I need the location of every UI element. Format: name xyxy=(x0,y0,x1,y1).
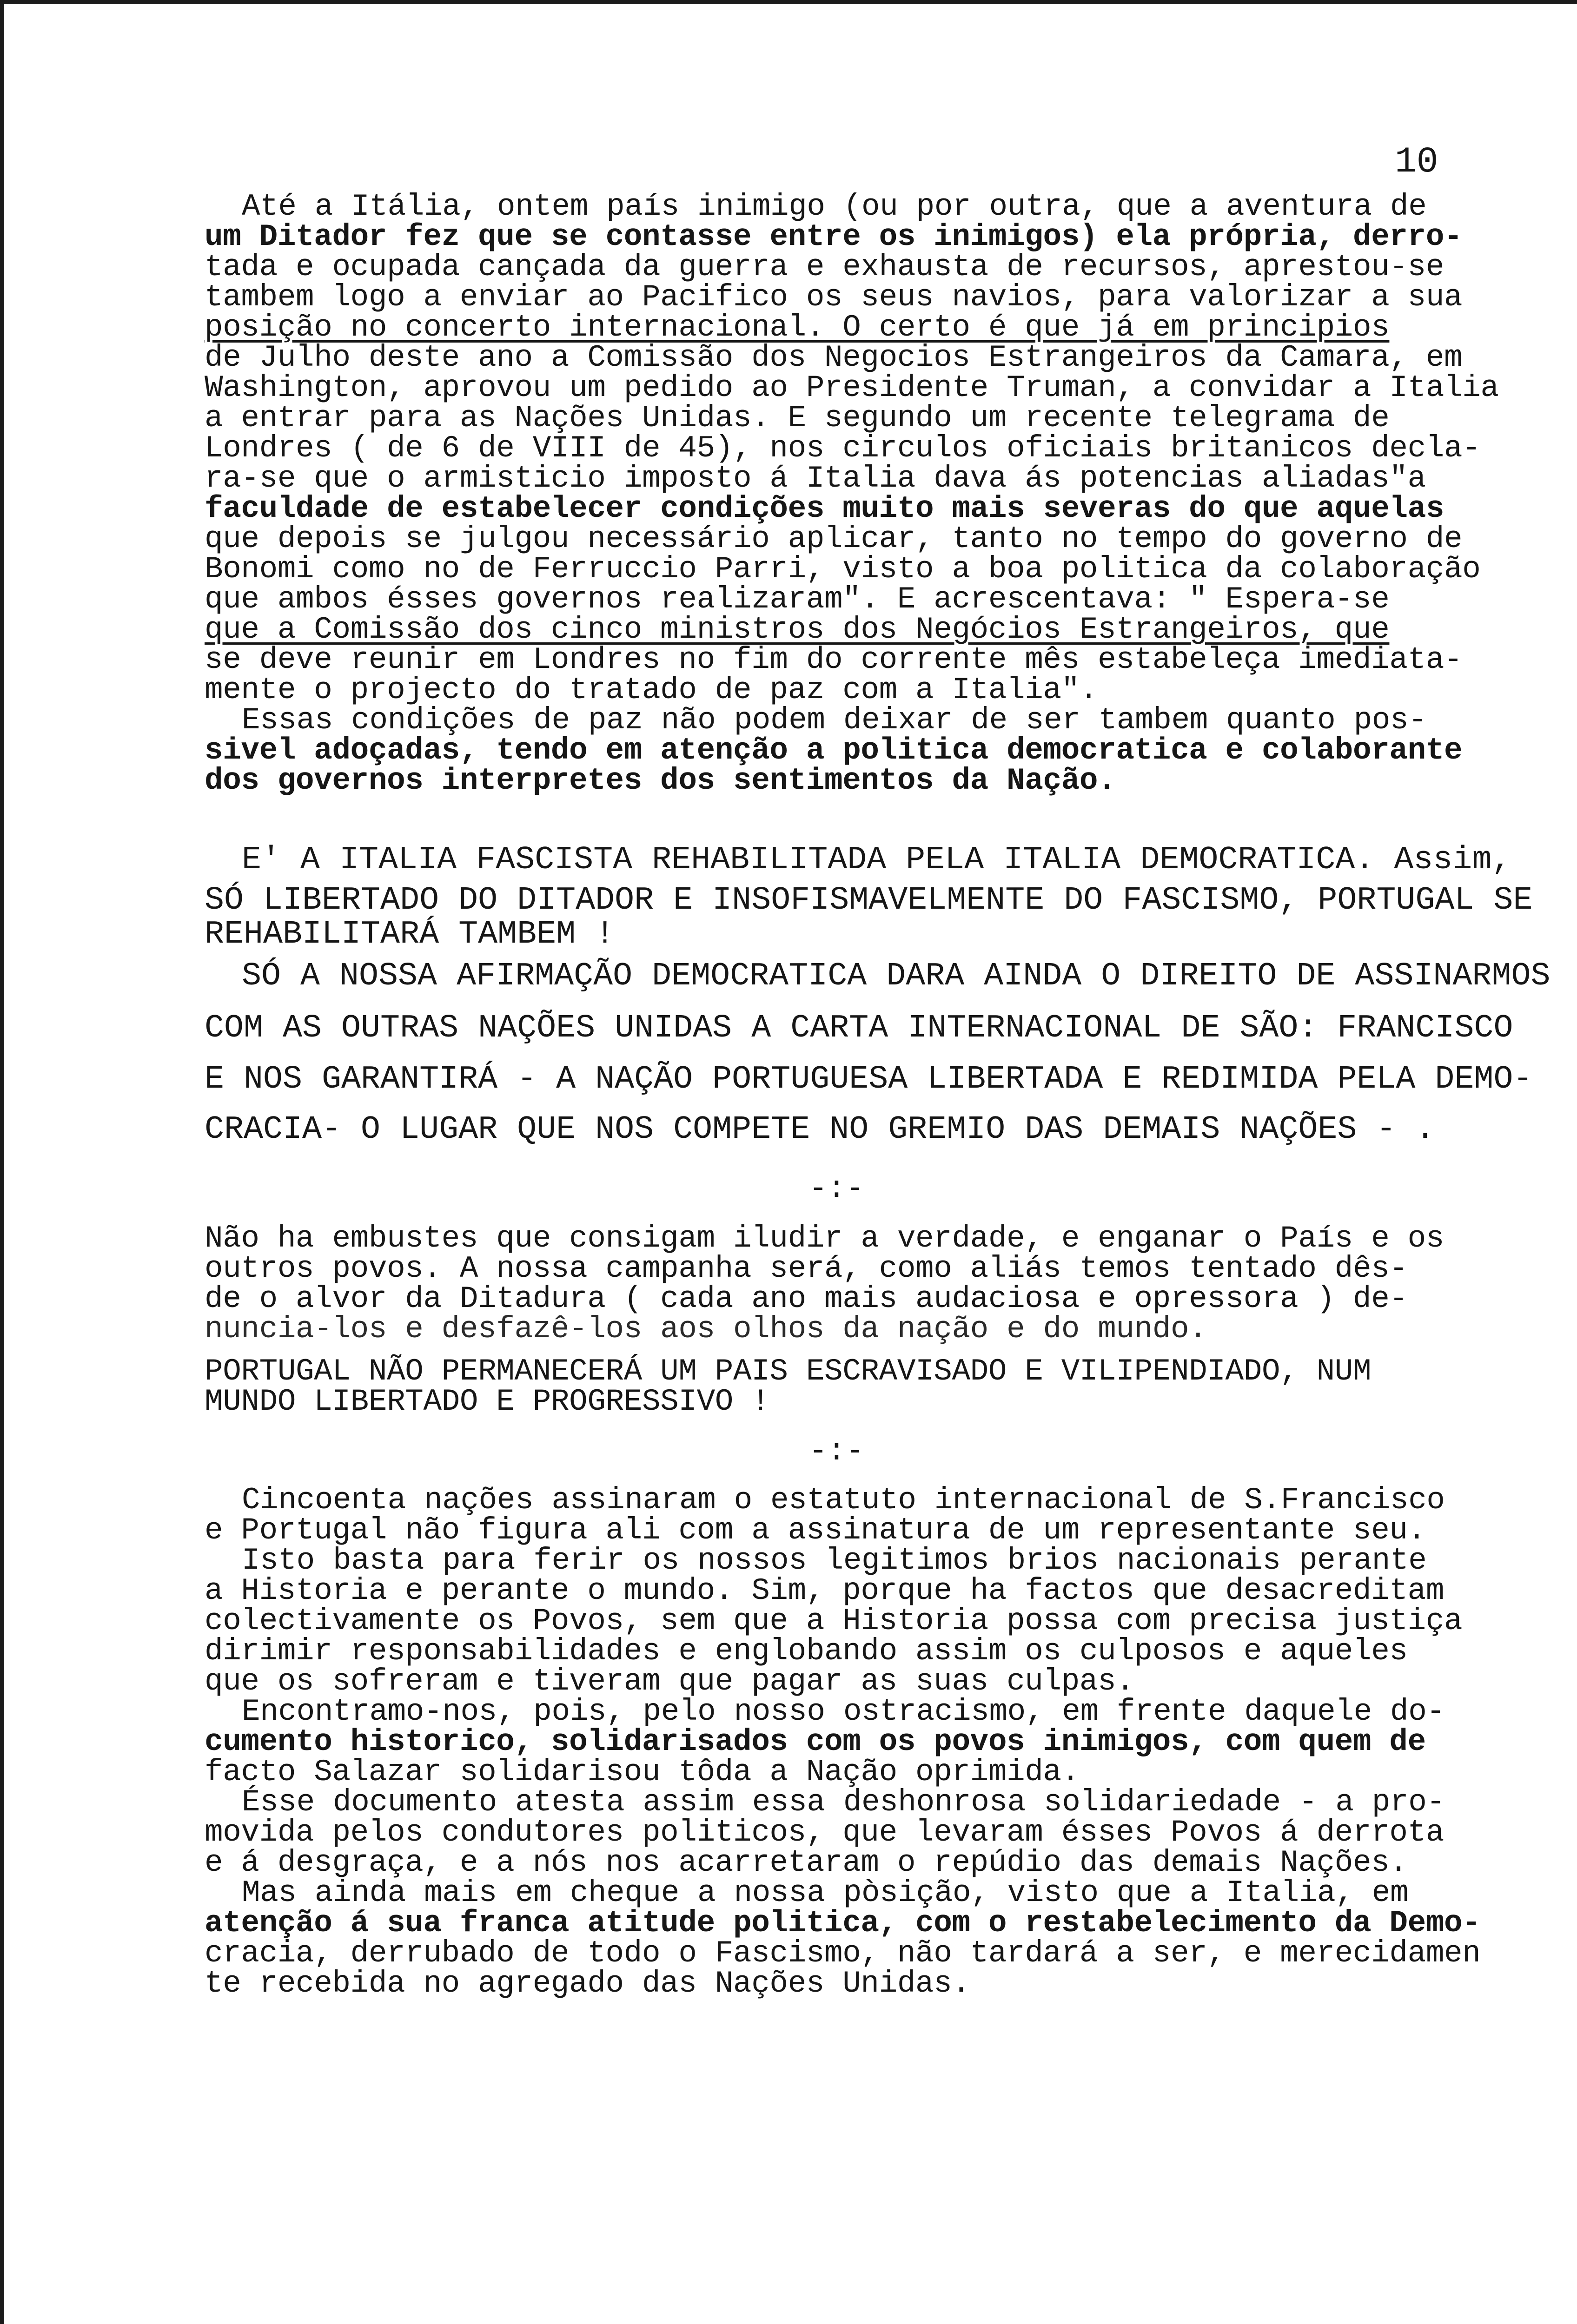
text-line: que ambos ésses governos realizaram". E acrescentava: " Espera-se xyxy=(205,582,1390,617)
text-line-underlined: posição no concerto internacional. O certo é que já em principios xyxy=(205,310,1390,345)
text-line: faculdade de estabelecer condições muito mais severas do que aquelas xyxy=(205,491,1444,526)
text-line: nuncia-los e desfazê-los aos olhos da nação e do mundo. xyxy=(205,1312,1207,1347)
text-line: Mas ainda mais em cheque a nossa pòsição, visto que a Italia, em xyxy=(242,1875,1409,1910)
section-separator: -:- xyxy=(809,1434,864,1469)
text-line: ra-se que o armisticio imposto á Italia dava ás potencias aliadas"a xyxy=(205,461,1426,496)
text-line: que depois se julgou necessário aplicar, tanto no tempo do governo de xyxy=(205,522,1463,556)
text-line: SÓ A NOSSA AFIRMAÇÃO DEMOCRATICA DARA AINDA O DIREITO DE ASSINARMOS xyxy=(242,958,1550,995)
text-line: dos governos interpretes dos sentimentos da Nação. xyxy=(205,763,1116,798)
text-line: de Julho deste ano a Comissão dos Negocios Estrangeiros da Camara, em xyxy=(205,340,1463,375)
section-separator: -:- xyxy=(809,1171,864,1206)
text-line: tambem logo a enviar ao Pacifico os seus navios, para valorizar a sua xyxy=(205,280,1463,315)
page-number: 10 xyxy=(1395,142,1438,183)
text-line: um Ditador fez que se contasse entre os inimigos) ela própria, derro- xyxy=(205,219,1463,254)
text-line: te recebida no agregado das Nações Unidas. xyxy=(205,1966,970,2001)
text-line: mente o projecto do tratado de paz com a Italia". xyxy=(205,673,1098,707)
text-line: Isto basta para ferir os nossos legitimos brios nacionais perante xyxy=(242,1543,1427,1578)
text-line: cumento historico, solidarisados com os povos inimigos, com quem de xyxy=(205,1724,1426,1759)
scan-border-left xyxy=(0,0,4,2324)
text-line: se deve reunir em Londres no fim do corrente mês estabeleça imediata- xyxy=(205,642,1463,677)
text-line: PORTUGAL NÃO PERMANECERÁ UM PAIS ESCRAVISADO E VILIPENDIADO, NUM xyxy=(205,1354,1372,1389)
text-line: COM AS OUTRAS NAÇÕES UNIDAS A CARTA INTERNACIONAL DE SÃO: FRANCISCO xyxy=(205,1010,1513,1047)
text-line: e Portugal não figura ali com a assinatura de um representante seu. xyxy=(205,1513,1426,1548)
text-line: E' A ITALIA FASCISTA REHABILITADA PELA ITALIA DEMOCRATICA. Assim, xyxy=(242,842,1511,878)
text-line: atenção á sua franca atitude politica, com o restabelecimento da Demo- xyxy=(205,1906,1481,1941)
text-line: sivel adoçadas, tendo em atenção a politica democratica e colaborante xyxy=(205,733,1463,768)
text-line: CRACIA- O LUGAR QUE NOS COMPETE NO GREMIO DAS DEMAIS NAÇÕES - . xyxy=(205,1111,1435,1148)
text-line: Não ha embustes que consigam iludir a verdade, e enganar o País e os xyxy=(205,1221,1444,1256)
text-line: Cincoenta nações assinaram o estatuto internacional de S.Francisco xyxy=(242,1483,1445,1518)
text-line: a entrar para as Nações Unidas. E segundo um recente telegrama de xyxy=(205,401,1390,436)
text-line: REHABILITARÁ TAMBEM ! xyxy=(205,916,615,953)
text-line: SÓ LIBERTADO DO DITADOR E INSOFISMAVELMENTE DO FASCISMO, PORTUGAL SE xyxy=(205,882,1533,919)
text-line: outros povos. A nossa campanha será, como aliás temos tentado dês- xyxy=(205,1251,1408,1286)
text-line: e á desgraça, e a nós nos acarretaram o repúdio das demais Nações. xyxy=(205,1845,1408,1880)
text-line: colectivamente os Povos, sem que a Historia possa com precisa justiça xyxy=(205,1604,1463,1638)
text-line: Até a Itália, ontem país inimigo (ou por outra, que a aventura de xyxy=(242,189,1427,224)
text-line: E NOS GARANTIRÁ - A NAÇÃO PORTUGUESA LIBERTADA E REDIMIDA PELA DEMO- xyxy=(205,1061,1533,1098)
text-line: facto Salazar solidarisou tôda a Nação oprimida. xyxy=(205,1755,1080,1789)
text-line: a Historia e perante o mundo. Sim, porque ha factos que desacreditam xyxy=(205,1573,1444,1608)
text-line: Encontramo-nos, pois, pelo nosso ostracismo, em frente daquele do- xyxy=(242,1694,1445,1729)
scan-border-top xyxy=(0,0,1577,4)
text-line: movida pelos condutores politicos, que levaram ésses Povos á derrota xyxy=(205,1815,1444,1850)
text-line: Ésse documento atesta assim essa deshonrosa solidariedade - a pro- xyxy=(242,1785,1445,1820)
text-line: Essas condições de paz não podem deixar de ser tambem quanto pos- xyxy=(242,703,1427,738)
text-line: Londres ( de 6 de VIII de 45), nos circulos oficiais britanicos decla- xyxy=(205,431,1481,466)
text-line: tada e ocupada cançada da guerra e exhausta de recursos, aprestou-se xyxy=(205,250,1444,284)
text-line: Bonomi como no de Ferruccio Parri, visto a boa politica da colaboração xyxy=(205,552,1481,587)
text-line-underlined: que a Comissão dos cinco ministros dos Negócios Estrangeiros, que xyxy=(205,612,1390,647)
text-line: Washington, aprovou um pedido ao Presidente Truman, a convidar a Italia xyxy=(205,370,1499,405)
text-line: dirimir responsabilidades e englobando assim os culposos e aqueles xyxy=(205,1634,1408,1669)
text-line: MUNDO LIBERTADO E PROGRESSIVO ! xyxy=(205,1384,770,1419)
text-line: cracia, derrubado de todo o Fascismo, não tardará a ser, e merecidamen xyxy=(205,1936,1481,1971)
text-line: de o alvor da Ditadura ( cada ano mais audaciosa e opressora ) de- xyxy=(205,1281,1408,1316)
text-line: que os sofreram e tiveram que pagar as suas culpas. xyxy=(205,1664,1134,1699)
